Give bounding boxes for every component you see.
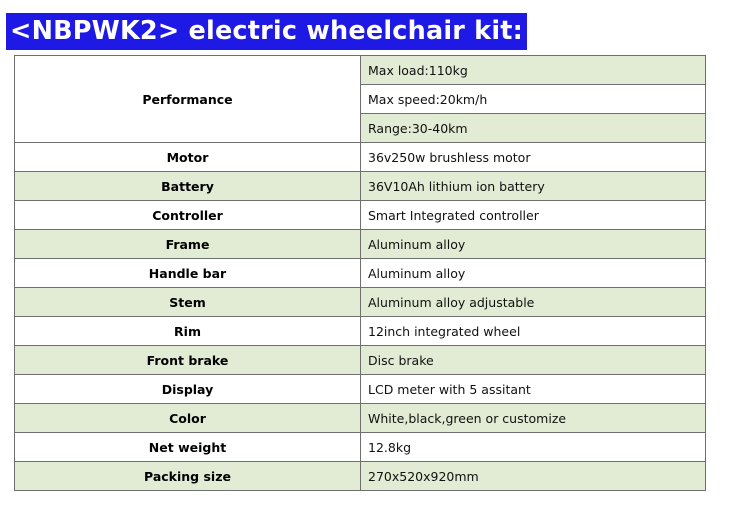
spec-label: Packing size bbox=[15, 462, 361, 491]
performance-max-speed: Max speed:20km/h bbox=[361, 85, 706, 114]
spec-label: Handle bar bbox=[15, 259, 361, 288]
spec-value: 12inch integrated wheel bbox=[361, 317, 706, 346]
spec-value: 36v250w brushless motor bbox=[361, 143, 706, 172]
spec-value: Aluminum alloy bbox=[361, 230, 706, 259]
spec-value: Disc brake bbox=[361, 346, 706, 375]
table-row bbox=[15, 230, 706, 259]
banner-title: <NBPWK2> electric wheelchair kit: bbox=[6, 13, 527, 50]
table-row bbox=[15, 143, 706, 172]
spec-table bbox=[14, 55, 706, 491]
spec-value: Aluminum alloy bbox=[361, 259, 706, 288]
spec-value: 12.8kg bbox=[361, 433, 706, 462]
spec-value: Smart Integrated controller bbox=[361, 201, 706, 230]
spec-label: Rim bbox=[15, 317, 361, 346]
table-row bbox=[15, 172, 706, 201]
table-row bbox=[15, 288, 706, 317]
spec-value: White,black,green or customize bbox=[361, 404, 706, 433]
spec-label: Color bbox=[15, 404, 361, 433]
performance-label: Performance bbox=[15, 56, 361, 143]
table-row-performance-1 bbox=[15, 56, 706, 85]
performance-max-load: Max load:110kg bbox=[361, 56, 706, 85]
spec-label: Net weight bbox=[15, 433, 361, 462]
table-row bbox=[15, 317, 706, 346]
table-row bbox=[15, 375, 706, 404]
spec-label: Display bbox=[15, 375, 361, 404]
spec-label: Stem bbox=[15, 288, 361, 317]
spec-label: Front brake bbox=[15, 346, 361, 375]
spec-value: LCD meter with 5 assitant bbox=[361, 375, 706, 404]
spec-label: Frame bbox=[15, 230, 361, 259]
spec-label: Motor bbox=[15, 143, 361, 172]
table-row bbox=[15, 462, 706, 491]
spec-label: Controller bbox=[15, 201, 361, 230]
spec-value: Aluminum alloy adjustable bbox=[361, 288, 706, 317]
table-row bbox=[15, 433, 706, 462]
spec-label: Battery bbox=[15, 172, 361, 201]
performance-range: Range:30-40km bbox=[361, 114, 706, 143]
table-row bbox=[15, 259, 706, 288]
spec-value: 270x520x920mm bbox=[361, 462, 706, 491]
table-row bbox=[15, 346, 706, 375]
table-row bbox=[15, 201, 706, 230]
spec-value: 36V10Ah lithium ion battery bbox=[361, 172, 706, 201]
table-row bbox=[15, 404, 706, 433]
